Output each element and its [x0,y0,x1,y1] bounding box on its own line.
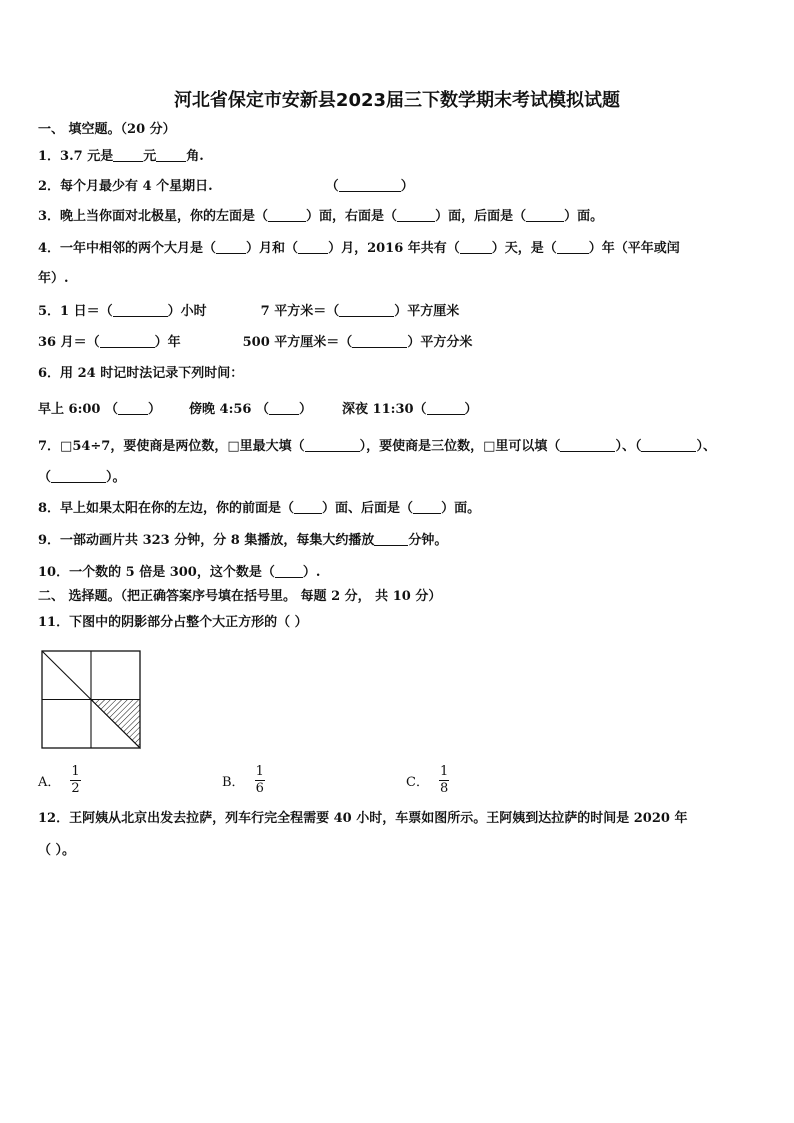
question-10: 10．一个数的 5 倍是 300，这个数是（ ）. [38,565,321,580]
answer-blank[interactable] [526,208,564,222]
question-8: 8．早上如果太阳在你的左边，你的前面是（ ）面、后面是（ ）面。 [38,501,481,516]
answer-blank[interactable] [460,240,492,254]
question-12-continued: （ ）。 [38,843,76,858]
question-11-prompt: 11．下图中的阴影部分占整个大正方形的（ ） [38,615,308,630]
option-b[interactable]: B． $\frac{1}{6}$ [222,764,264,796]
question-12: 12．王阿姨从北京出发去拉萨，列车行完全程需要 40 小时，车票如图所示。王阿姨到达拉萨的时间是 2020 年 [38,811,688,826]
question-6-times: 早上 6:00 （ ） 傍晚 4:56 （ ） 深夜 11:30（ ） [38,402,478,417]
answer-blank[interactable] [113,148,143,162]
question-2: 2．每个月最少有 4 个星期日. （ ） [38,179,414,194]
question-6-prompt: 6．用 24 时记时法记录下列时间： [38,366,244,381]
answer-blank[interactable] [305,438,360,452]
question-3: 3．晚上当你面对北极星，你的左面是（ ）面，右面是（ ）面，后面是（ ）面。 [38,209,604,224]
answer-blank[interactable] [352,334,407,348]
question-4: 4．一年中相邻的两个大月是（ ）月和（ ）月，2016 年共有（ ）天，是（ ）年（平年或闰 [38,241,680,256]
square-grid-figure [41,650,143,750]
question-1: 1．3.7 元是 元 角. [38,149,204,164]
question-7: 7．□54÷7，要使商是两位数，□里最大填（ ），要使商是三位数，□里可以填（ ）、（ ）、 [38,439,716,454]
question-5-row-1: 5．1 日＝（ ）小时 7 平方米＝（ ）平方厘米 [38,304,460,319]
answer-blank[interactable] [118,401,148,415]
answer-blank[interactable] [294,500,322,514]
answer-blank[interactable] [156,148,186,162]
fraction: $\frac{1}{2}$ [71,764,80,796]
answer-blank[interactable] [113,303,168,317]
answer-blank[interactable] [275,564,303,578]
section-1-header: 一、 填空题。（20 分） [38,122,176,137]
answer-blank[interactable] [216,240,246,254]
question-5-row-2: 36 月＝（ ）年 500 平方厘米＝（ ）平方分米 [38,335,473,350]
answer-blank[interactable] [339,303,394,317]
answer-blank[interactable] [641,438,696,452]
answer-blank[interactable] [268,208,306,222]
answer-blank[interactable] [557,240,589,254]
answer-blank[interactable] [269,401,299,415]
fraction: $\frac{1}{8}$ [439,764,449,796]
answer-blank[interactable] [100,334,155,348]
fraction: $\frac{1}{6}$ [255,764,264,796]
answer-blank[interactable] [298,240,328,254]
answer-blank[interactable] [51,469,106,483]
page-title: 河北省保定市安新县2023届三下数学期末考试模拟试题 [173,90,621,111]
question-4-continued: 年）. [38,271,69,286]
answer-blank[interactable] [339,178,401,192]
answer-blank[interactable] [413,500,441,514]
option-a[interactable]: A． $\frac{1}{2}$ [38,764,80,796]
answer-blank[interactable] [374,532,408,546]
question-7-continued: （ ）。 [38,470,126,485]
answer-blank[interactable] [427,401,465,415]
answer-blank[interactable] [397,208,435,222]
option-c[interactable]: C． $\frac{1}{8}$ [406,764,449,796]
answer-blank[interactable] [560,438,615,452]
section-2-header: 二、 选择题。（把正确答案序号填在括号里。 每题 2 分， 共 10 分） [38,589,442,604]
question-9: 9．一部动画片共 323 分钟，分 8 集播放，每集大约播放 分钟。 [38,533,448,548]
